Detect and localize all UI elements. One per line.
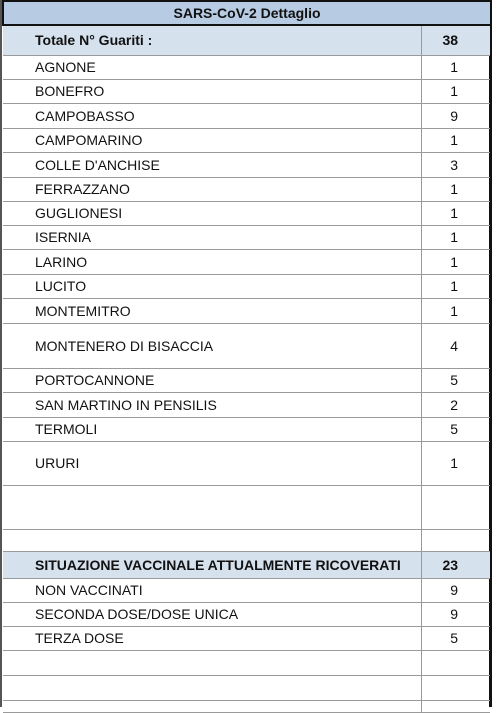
- recovered-count: 1: [421, 249, 490, 274]
- municipality-name: TERMOLI: [3, 417, 421, 441]
- municipality-name: MONTENERO DI BISACCIA: [3, 323, 421, 368]
- recovered-count: 2: [421, 392, 490, 417]
- recovered-count: 4: [421, 323, 490, 368]
- total-value: 38: [421, 25, 490, 55]
- vaccination-total: 23: [421, 551, 490, 578]
- municipality-name: FERRAZZANO: [3, 177, 421, 201]
- recovered-count: 1: [421, 177, 490, 201]
- municipality-list: [3, 55, 490, 485]
- municipality-name: LUCITO: [3, 274, 421, 298]
- empty-row: [3, 675, 490, 700]
- municipality-name: CAMPOMARINO: [3, 128, 421, 152]
- table-row: [3, 417, 490, 441]
- municipality-name: SAN MARTINO IN PENSILIS: [3, 392, 421, 417]
- table-title: SARS-CoV-2 Dettaglio: [3, 1, 490, 25]
- table-row: [3, 55, 490, 79]
- table-row: [3, 249, 490, 274]
- vaccination-list: [3, 578, 490, 650]
- table-row: [3, 79, 490, 103]
- municipality-name: COLLE D'ANCHISE: [3, 152, 421, 177]
- municipality-name: CAMPOBASSO: [3, 103, 421, 128]
- municipality-name: MONTEMITRO: [3, 298, 421, 323]
- recovered-count: 1: [421, 79, 490, 103]
- empty-row: [3, 529, 490, 551]
- title-row: [3, 1, 490, 25]
- empty-row: [3, 700, 490, 712]
- table-row: [3, 602, 490, 626]
- recovered-count: 9: [421, 103, 490, 128]
- hospitalized-count: 5: [421, 626, 490, 650]
- vaccination-status: TERZA DOSE: [3, 626, 421, 650]
- recovered-count: 1: [421, 225, 490, 249]
- municipality-name: URURI: [3, 441, 421, 485]
- table-row: [3, 626, 490, 650]
- table-row: [3, 103, 490, 128]
- municipality-name: ISERNIA: [3, 225, 421, 249]
- table-row: [3, 392, 490, 417]
- vaccination-label: SITUAZIONE VACCINALE ATTUALMENTE RICOVERATI: [3, 551, 421, 578]
- municipality-name: GUGLIONESI: [3, 201, 421, 225]
- empty-row: [3, 485, 490, 529]
- recovered-count: 1: [421, 298, 490, 323]
- table-row: [3, 441, 490, 485]
- recovered-count: 1: [421, 274, 490, 298]
- municipality-name: BONEFRO: [3, 79, 421, 103]
- details-table: [2, 0, 490, 713]
- recovered-count: 3: [421, 152, 490, 177]
- vaccination-header-row: [3, 551, 490, 578]
- municipality-name: PORTOCANNONE: [3, 368, 421, 392]
- table-row: [3, 201, 490, 225]
- vaccination-status: NON VACCINATI: [3, 578, 421, 602]
- recovered-count: 5: [421, 417, 490, 441]
- recovered-count: 1: [421, 55, 490, 79]
- recovered-count: 5: [421, 368, 490, 392]
- table-row: [3, 177, 490, 201]
- table-row: [3, 274, 490, 298]
- total-label: Totale N° Guariti :: [3, 25, 421, 55]
- table-row: [3, 128, 490, 152]
- recovered-count: 1: [421, 441, 490, 485]
- municipality-name: AGNONE: [3, 55, 421, 79]
- hospitalized-count: 9: [421, 578, 490, 602]
- recovered-count: 1: [421, 128, 490, 152]
- municipality-name: LARINO: [3, 249, 421, 274]
- table-row: [3, 323, 490, 368]
- table-row: [3, 152, 490, 177]
- table-row: [3, 368, 490, 392]
- empty-row: [3, 650, 490, 675]
- table-row: [3, 298, 490, 323]
- vaccination-status: SECONDA DOSE/DOSE UNICA: [3, 602, 421, 626]
- table-row: [3, 225, 490, 249]
- table-row: [3, 578, 490, 602]
- total-row: [3, 25, 490, 55]
- hospitalized-count: 9: [421, 602, 490, 626]
- recovered-count: 1: [421, 201, 490, 225]
